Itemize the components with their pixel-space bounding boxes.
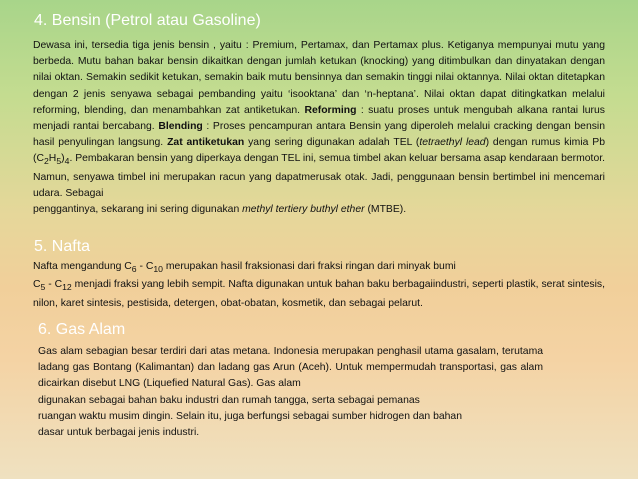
section-4-title: 4. Bensin (Petrol atau Gasoline)	[34, 12, 261, 29]
formula-h: H	[48, 153, 57, 165]
section-5-paragraph	[33, 259, 605, 312]
mtbe-abbrev: (MTBE).	[364, 204, 407, 216]
mtbe-term: methyl tertiery buthyl ether	[242, 204, 365, 216]
gas-alam-line-3: ruangan waktu musim dingin. Selain itu, juga berfungsi sebagai sumber hidrogen dan bahan	[38, 410, 462, 422]
gas-alam-line-2: digunakan sebagai bahan baku industri dan rumah tangga, serta sebagai pemanas	[38, 394, 420, 406]
formula-subscript-5: 5	[56, 156, 62, 167]
section-6-title: 6. Gas Alam	[38, 321, 126, 338]
nafta-text: - C	[136, 261, 154, 272]
formula-subscript-2: 2	[43, 156, 49, 167]
gas-alam-line-4: dasar untuk berbagai jenis industri.	[38, 427, 200, 439]
subscript: 5	[40, 282, 46, 293]
reforming-term: Reforming	[304, 104, 357, 116]
section-5-title: 5. Nafta	[34, 238, 91, 255]
nafta-text: - C	[45, 279, 63, 291]
tel-term: tetraethyl lead	[419, 137, 486, 149]
subscript: 6	[131, 264, 137, 275]
section-6-paragraph	[38, 344, 543, 441]
nafta-line-1	[33, 261, 456, 275]
formula-close: )	[61, 153, 65, 165]
formula-prefix: ) dengan rumus kimia Pb (C	[33, 137, 605, 165]
antiketukan-text: yang sering digunakan adalah TEL (	[244, 137, 420, 149]
nafta-text: merupakan hasil fraksionasi dari fraksi ringan dari minyak bumi	[163, 261, 456, 272]
formula-subscript-4: 4	[64, 156, 70, 167]
tel-effects-text: . Pembakaran bensin yang diperkaya dengan TEL ini, semua timbel akan keluar bersama asap kendaraan bermotor. Namun, senyawa timbel ini merupakan racun yang dapatmerusak otak. Jadi, penggunaan bensin bertimbel ini mencemari udara. Sebagai	[33, 153, 605, 199]
nafta-text: menjadi fraksi yang lebih sempit. Nafta digunakan untuk bahan baku berbagaiindustri, seperti plastik, serat sintesis, nilon, karet sintesis, pestisida, detergen, obat-obatan, kosmetik, dan sebagai pelarut.	[33, 279, 605, 309]
gas-alam-line-1: Gas alam sebagian besar terdiri dari atas metana. Indonesia merupakan penghasil utama gasalam, terutama ladang gas Bontang (Kalimantan) dan ladang gas Arun (Aceh). Untuk mempermudah transportasi, gas alam dicairkan disebut LNG (Liquefied Natural Gas). Gas alam	[38, 346, 543, 390]
section-4-paragraph	[33, 38, 605, 218]
bensin-intro-text: Dewasa ini, tersedia tiga jenis bensin , yaitu : Premium, Pertamax, dan Pertamax plus. Ketiganya mempunyai mutu yang berbeda. Mutu bahan bakar bensin dikaitkan dengan jumlah ketukan (knocking) yang ditimbulkan dan dinyatakan dengan nilai oktan. Semakin sedikit ketukan, semakin baik mutu bensinnya dan semakin tinggi nilai oktannya. Nilai oktan ditetapkan dengan 2 jenis senyawa sebagai pembanding yaitu ‘isooktana’ dan ‘n-heptana’. Nilai oktan dapat ditingkatkan melalui reforming, blending, dan menambahkan zat antiketukan.	[33, 40, 605, 116]
blending-definition: : Proses pencampuran antara Bensin yang diperoleh melalui cracking dengan bensin hasil penyulingan langsung.	[33, 121, 606, 149]
mtbe-line	[33, 202, 605, 218]
reforming-definition: : suatu proses untuk mengubah alkana rantai lurus menjadi rantai bercabang.	[33, 104, 605, 133]
subscript: 12	[62, 282, 72, 293]
subscript: 10	[153, 264, 163, 275]
nafta-text: Nafta mengandung C	[33, 261, 132, 272]
antiketukan-term: Zat antiketukan	[167, 137, 245, 149]
mtbe-lead-text: penggantinya, sekarang ini sering digunakan	[33, 204, 243, 216]
blending-term: Blending	[158, 121, 203, 133]
nafta-text: C	[33, 279, 41, 291]
